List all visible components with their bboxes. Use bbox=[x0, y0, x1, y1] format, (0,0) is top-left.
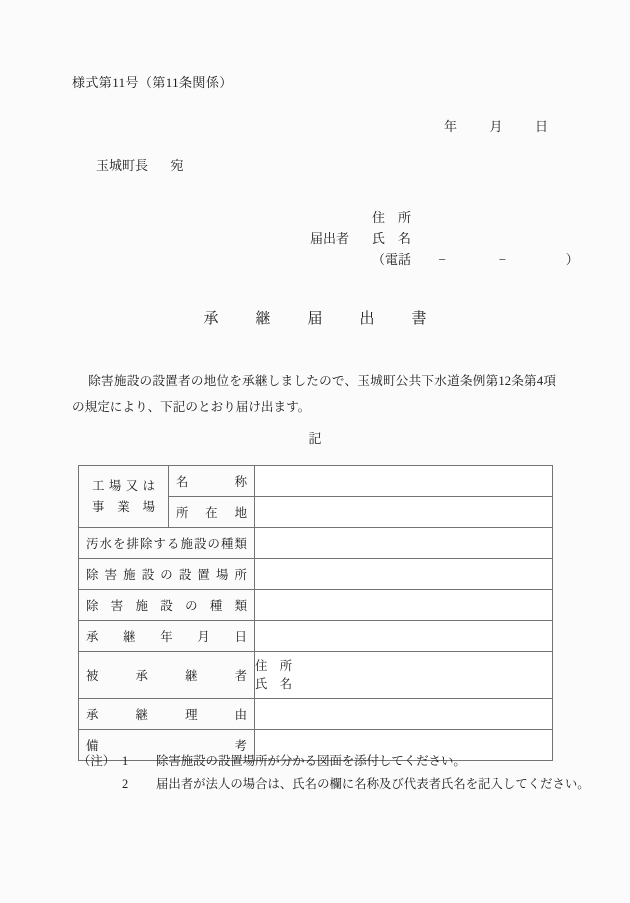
succession-reason-label-text-char-0: 承 bbox=[86, 708, 99, 722]
succession-date-label-text-char-1: 継 bbox=[123, 630, 136, 644]
treatment-facility-location-label-text-char-5: 設 bbox=[178, 568, 192, 582]
cell-label-predecessor bbox=[79, 652, 255, 699]
treatment-facility-type-label-text-char-2: 施 bbox=[135, 599, 148, 613]
factory-label-line-1-text-char-3: は bbox=[142, 478, 155, 493]
factory-label-line-2 bbox=[86, 497, 161, 518]
tel-dash-1: − bbox=[438, 252, 446, 267]
cell-value-predecessor[interactable] bbox=[255, 652, 553, 699]
wastewater-facility-type-label-text-char-4: 除 bbox=[140, 537, 153, 551]
factory-name-label-text-char-1: 称 bbox=[234, 475, 247, 489]
factory-name-label-text-char-0: 名 bbox=[176, 475, 189, 489]
wastewater-facility-type-label-text-char-11: 類 bbox=[234, 537, 247, 551]
treatment-facility-location-label-text-char-6: 置 bbox=[197, 568, 210, 582]
wastewater-facility-type-label-text-char-8: 設 bbox=[194, 537, 207, 551]
addressee-line bbox=[96, 155, 184, 174]
tel-dash-2: − bbox=[498, 252, 507, 267]
submitter-prefix: 届出者 bbox=[310, 231, 350, 246]
wastewater-facility-type-label-text-char-0: 汚 bbox=[86, 537, 99, 551]
cell-label-succession-date bbox=[79, 621, 255, 652]
factory-location-label-text-char-1: 在 bbox=[205, 506, 218, 520]
predecessor-address-label: 住 所 bbox=[255, 659, 293, 673]
cell-label-factory-location bbox=[169, 497, 255, 528]
note-item bbox=[78, 750, 590, 773]
cell-value-wastewater-facility-type[interactable] bbox=[255, 528, 553, 559]
cell-value-succession-reason[interactable] bbox=[255, 699, 553, 730]
factory-label-line-2-text-char-2: 場 bbox=[142, 499, 155, 514]
factory-location-label-text-char-2: 地 bbox=[234, 506, 247, 520]
note-number: 2 bbox=[122, 777, 129, 791]
cell-value-succession-date[interactable] bbox=[255, 621, 553, 652]
predecessor-label-text-char-0: 被 bbox=[86, 669, 99, 683]
note-item bbox=[78, 773, 590, 796]
succession-reason-label-text-char-3: 由 bbox=[234, 708, 247, 722]
treatment-facility-type-label-text-char-6: 類 bbox=[234, 599, 247, 613]
ki-marker: 記 bbox=[308, 431, 322, 446]
date-year-label: 年 bbox=[443, 119, 457, 134]
wastewater-facility-type-label-text-char-5: す bbox=[153, 537, 166, 551]
date-month-label: 月 bbox=[489, 119, 503, 134]
remarks-label-text-char-1: 考 bbox=[234, 739, 247, 753]
table-row bbox=[79, 621, 553, 652]
wastewater-facility-type-label-text bbox=[86, 534, 247, 552]
submitter-block bbox=[310, 207, 579, 270]
predecessor-label-text-char-3: 者 bbox=[234, 669, 247, 683]
treatment-facility-location-label-text-char-8: 所 bbox=[234, 568, 247, 582]
factory-location-label-text-char-0: 所 bbox=[176, 506, 189, 520]
wastewater-facility-type-label-text-char-3: 排 bbox=[126, 537, 139, 551]
note-text: 届出者が法人の場合は、氏名の欄に名称及び代表者氏名を記入してください。 bbox=[156, 777, 590, 791]
succession-date-label-text-char-3: 月 bbox=[197, 630, 210, 644]
succession-reason-label-text-char-1: 継 bbox=[135, 708, 148, 722]
treatment-facility-location-label-text-char-0: 除 bbox=[86, 568, 99, 582]
date-line bbox=[0, 116, 548, 135]
body-paragraph bbox=[72, 368, 556, 420]
succession-date-label-text bbox=[86, 627, 247, 645]
cell-value-treatment-facility-location[interactable] bbox=[255, 559, 553, 590]
treatment-facility-location-label-text-char-2: 施 bbox=[123, 568, 136, 582]
cell-value-factory-location[interactable] bbox=[255, 497, 553, 528]
treatment-facility-location-label-text-char-3: 設 bbox=[141, 568, 155, 582]
cell-label-wastewater-facility-type bbox=[79, 528, 255, 559]
factory-name-label-text bbox=[176, 472, 247, 490]
addressee-recipient: 玉城町長 bbox=[96, 158, 149, 173]
treatment-facility-type-label-text bbox=[86, 596, 247, 614]
factory-label-line-2-text-char-0: 事 bbox=[92, 499, 105, 514]
table-row bbox=[79, 528, 553, 559]
cell-label-factory-name bbox=[169, 466, 255, 497]
wastewater-facility-type-label-text-char-2: を bbox=[113, 537, 126, 551]
date-day-label: 日 bbox=[534, 119, 548, 134]
cell-label-factory bbox=[79, 466, 169, 528]
notes-head-label: （注） bbox=[78, 754, 116, 768]
factory-label-line-1-text-char-0: 工 bbox=[92, 478, 105, 493]
cell-label-treatment-facility-location bbox=[79, 559, 255, 590]
treatment-facility-type-label-text-char-4: の bbox=[185, 599, 198, 613]
wastewater-facility-type-label-text-char-6: る bbox=[167, 537, 180, 551]
succession-reason-label-text bbox=[86, 705, 247, 723]
treatment-facility-location-label-text-char-1: 害 bbox=[104, 568, 117, 582]
submitter-name-label: 氏 名 bbox=[372, 231, 412, 246]
factory-label-line-2-text-char-1: 業 bbox=[117, 499, 130, 514]
treatment-facility-type-label-text-char-1: 害 bbox=[110, 599, 124, 613]
submitter-address-row bbox=[310, 207, 579, 228]
form-table bbox=[78, 465, 553, 761]
body-paragraph-text: 除害施設の設置者の地位を承継しましたので、玉城町公共下水道条例第12条第4項の規定により、下記のとおり届け出ます。 bbox=[72, 374, 556, 414]
table-row bbox=[79, 559, 553, 590]
addressee-suffix: 宛 bbox=[170, 158, 184, 173]
wastewater-facility-type-label-text-char-9: の bbox=[207, 537, 220, 551]
predecessor-label-text-char-2: 継 bbox=[185, 669, 198, 683]
treatment-facility-location-label-text-char-7: 場 bbox=[215, 568, 229, 582]
remarks-label-text-char-0: 備 bbox=[86, 739, 99, 753]
succession-date-label-text-char-2: 年 bbox=[160, 630, 173, 644]
submitter-name-row bbox=[310, 228, 579, 249]
document-title: 承 継 届 出 書 bbox=[203, 311, 438, 327]
submitter-tel-row bbox=[310, 249, 579, 270]
treatment-facility-type-label-text-char-3: 設 bbox=[160, 599, 173, 613]
wastewater-facility-type-label-text-char-1: 水 bbox=[99, 537, 112, 551]
wastewater-facility-type-label-text-char-10: 種 bbox=[221, 537, 234, 551]
cell-value-treatment-facility-type[interactable] bbox=[255, 590, 553, 621]
succession-date-label-text-char-0: 承 bbox=[86, 630, 99, 644]
factory-label-line-1 bbox=[86, 476, 161, 497]
note-number: 1 bbox=[122, 754, 129, 768]
treatment-facility-type-label-text-char-0: 除 bbox=[86, 599, 99, 613]
cell-label-succession-reason bbox=[79, 699, 255, 730]
cell-label-treatment-facility-type bbox=[79, 590, 255, 621]
table-row bbox=[79, 699, 553, 730]
tel-open-label: （電話 bbox=[372, 252, 412, 267]
table-row bbox=[79, 466, 553, 497]
form-number: 様式第11号（第11条関係） bbox=[72, 75, 233, 90]
factory-label-line-1-text-char-2: 又 bbox=[125, 478, 139, 493]
notes-block bbox=[78, 750, 590, 796]
table-row bbox=[79, 652, 553, 699]
succession-date-label-text-char-4: 日 bbox=[234, 630, 247, 644]
note-text: 除害施設の設置場所が分かる図面を添付してください。 bbox=[156, 754, 466, 768]
succession-reason-label-text-char-2: 理 bbox=[185, 708, 198, 722]
submitter-address-label: 住 所 bbox=[372, 210, 412, 225]
treatment-facility-type-label-text-char-5: 種 bbox=[209, 599, 223, 613]
predecessor-name-label: 氏 名 bbox=[255, 677, 293, 691]
tel-close-label: ） bbox=[565, 252, 579, 267]
predecessor-label-text bbox=[86, 666, 247, 684]
treatment-facility-location-label-text-char-4: の bbox=[160, 568, 173, 582]
factory-location-label-text bbox=[176, 503, 247, 521]
wastewater-facility-type-label-text-char-7: 施 bbox=[180, 537, 193, 551]
factory-label-line-1-text-char-1: 場 bbox=[108, 478, 122, 493]
table-row bbox=[79, 590, 553, 621]
predecessor-label-text-char-1: 承 bbox=[135, 669, 148, 683]
cell-value-factory-name[interactable] bbox=[255, 466, 553, 497]
treatment-facility-location-label-text bbox=[86, 565, 247, 583]
